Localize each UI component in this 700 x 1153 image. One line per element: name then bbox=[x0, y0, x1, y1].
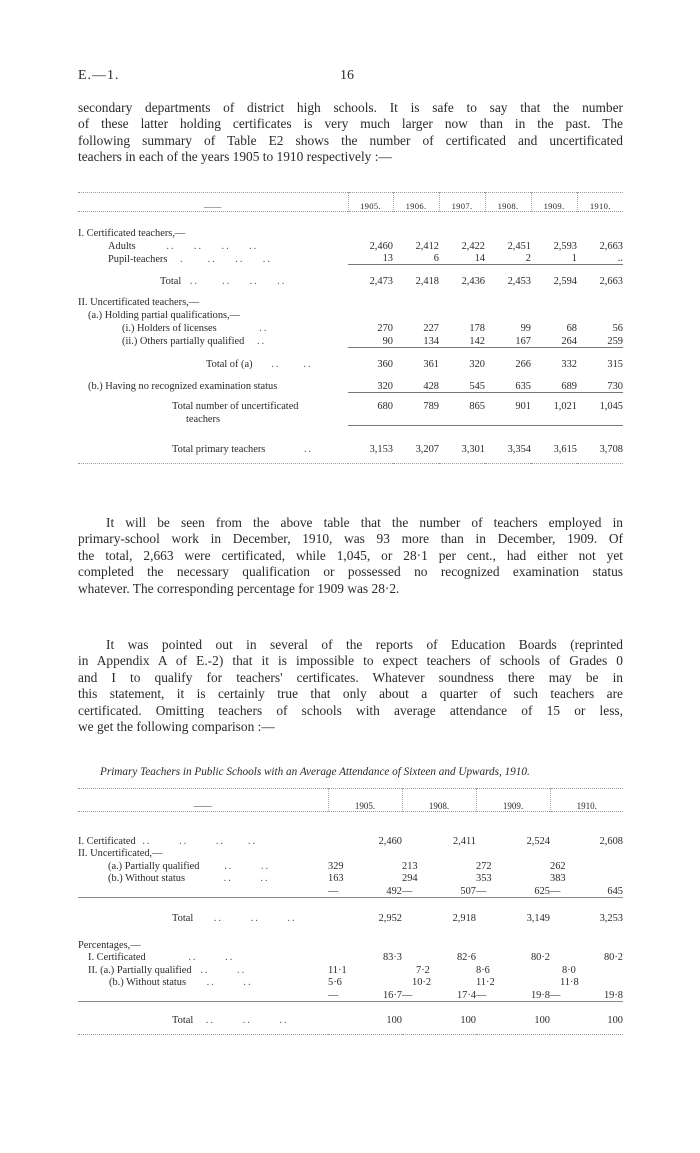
year-header: 1910. bbox=[550, 789, 623, 812]
table-cell: 82·6 bbox=[456, 952, 476, 964]
table-cell: 3,354 bbox=[485, 425, 531, 455]
sum-dash: — bbox=[550, 989, 561, 1001]
year-header: 1907. bbox=[439, 193, 485, 212]
sum-dash: — bbox=[402, 989, 413, 1001]
table-cell: 80·2 bbox=[530, 952, 550, 964]
table-cell: 100 bbox=[386, 1014, 402, 1026]
table-cell: 19·8 bbox=[530, 989, 550, 1001]
table-cell: 689 bbox=[561, 380, 577, 392]
year-header: 1909. bbox=[531, 193, 577, 212]
row-label: II. Uncertificated teachers,— bbox=[78, 297, 200, 309]
table-cell: 8·6 bbox=[476, 964, 490, 976]
table-cell: 270 bbox=[377, 322, 393, 334]
table-row-total: Total .. .. .. 100 100 100 100 bbox=[78, 1001, 623, 1026]
sum-dash: — bbox=[402, 885, 413, 897]
table-row bbox=[78, 412, 623, 425]
row-label: II. Uncertificated,— bbox=[78, 848, 163, 860]
row-label: I. Certificated teachers,— bbox=[78, 227, 186, 239]
table-cell: 2,918 bbox=[452, 912, 476, 924]
table-row bbox=[78, 295, 623, 308]
table-row-total: Total primary teachers .. 3,153 3,207 3,301 3,354 3,615 3,708 bbox=[78, 425, 623, 455]
table-row: I. Certificated .. .. 83·3 82·6 80·2 80·2 bbox=[88, 952, 623, 964]
text-line: and I to qualify for teachers' certificates. Whatever soundness there may be in bbox=[78, 669, 623, 685]
row-label: Percentages,— bbox=[78, 939, 141, 951]
row-label: II. (a.) Partially qualified bbox=[88, 964, 192, 976]
table-cell: 2 bbox=[525, 253, 531, 265]
text-line: of these latter holding certificates is very much larger now than in the past. The bbox=[78, 116, 623, 132]
table-cell: 383 bbox=[550, 873, 566, 885]
row-label: Total primary teachers bbox=[172, 444, 266, 456]
table-cell: 259 bbox=[607, 335, 623, 347]
year-header: 1908. bbox=[402, 789, 476, 812]
row-label: I. Certificated bbox=[78, 835, 136, 847]
sum-dash: — bbox=[550, 885, 561, 897]
table-cell: 2,608 bbox=[599, 835, 623, 847]
table-cell: 11·1 bbox=[328, 964, 347, 976]
table-cell: 19·8 bbox=[603, 989, 623, 1001]
table-row: (a.) Partially qualified .. .. 329 213 272 262 bbox=[78, 859, 623, 872]
table-cell: 360 bbox=[348, 347, 393, 370]
table-row-total: Total of (a) .. .. 360 361 320 266 332 315 bbox=[78, 347, 623, 370]
table-cell: 625 bbox=[534, 885, 550, 897]
row-label: teachers bbox=[186, 414, 221, 426]
table-cell: 645 bbox=[607, 885, 623, 897]
table-cell: 635 bbox=[515, 380, 531, 392]
table-row-total: Total .. .. .. 2,952 2,918 3,149 3,253 bbox=[78, 897, 623, 924]
row-label: Total bbox=[160, 276, 182, 288]
row-label: (i.) Holders of licenses bbox=[122, 322, 217, 334]
row-label: (b.) Having no recognized examination status bbox=[88, 381, 278, 393]
table-row: (i.) Holders of licenses .. 270 227 178 99 68 56 bbox=[122, 322, 623, 334]
table-cell: 332 bbox=[531, 347, 577, 370]
text-line: in Appendix A of E.-2) that it is impossible to expect teachers of schools of Grades 0 bbox=[78, 653, 623, 669]
table-cell: 3,149 bbox=[526, 912, 550, 924]
table-cell: 507 bbox=[460, 885, 476, 897]
table-caption: Primary Teachers in Public Schools with an Average Attendance of Sixteen and Upwards, 1910. bbox=[100, 766, 530, 778]
table-cell: 2,460 bbox=[369, 240, 393, 252]
paragraph-intro bbox=[78, 100, 623, 166]
table-cell: 2,411 bbox=[453, 835, 476, 847]
table-cell: .. bbox=[617, 253, 623, 265]
table-cell: 100 bbox=[534, 1014, 550, 1026]
table-cell: 56 bbox=[612, 322, 623, 334]
table-cell: 2,593 bbox=[553, 240, 577, 252]
table-cell: 178 bbox=[469, 322, 485, 334]
table-cell: 1,021 bbox=[531, 392, 577, 412]
table-cell: 213 bbox=[402, 860, 418, 872]
text-line: completed the necessary qualification or possessed no recognized examination status bbox=[78, 564, 623, 580]
table-cell: 13 bbox=[382, 253, 393, 265]
table-cell: 16·7 bbox=[382, 989, 402, 1001]
table-cell: 294 bbox=[402, 873, 418, 885]
table-cell: 80·2 bbox=[603, 952, 623, 964]
table-cell: 3,708 bbox=[577, 425, 623, 455]
text-line: this statement, it is certainly true that only about a quarter of such teachers are bbox=[78, 686, 623, 702]
table-cell: 11·8 bbox=[560, 977, 579, 989]
table-row bbox=[78, 226, 623, 239]
table-cell: 361 bbox=[393, 347, 439, 370]
table-cell: 83·3 bbox=[382, 952, 402, 964]
table-row-total bbox=[78, 392, 623, 412]
teachers-comparison-table bbox=[78, 788, 623, 1035]
table-cell: 320 bbox=[377, 380, 393, 392]
table-cell: 100 bbox=[607, 1014, 623, 1026]
row-label: I. Certificated bbox=[88, 952, 146, 964]
row-label: Total bbox=[172, 1014, 194, 1026]
table-cell: 3,153 bbox=[348, 425, 393, 455]
table-cell: 1 bbox=[571, 253, 577, 265]
row-label: Total number of uncertificated bbox=[172, 401, 299, 413]
sum-dash: — bbox=[328, 885, 339, 897]
year-header: 1909. bbox=[476, 789, 550, 812]
year-header: 1908. bbox=[485, 193, 531, 212]
table-cell: 2,422 bbox=[461, 240, 485, 252]
table-cell: 428 bbox=[423, 380, 439, 392]
row-label: (b.) Without status bbox=[108, 873, 186, 885]
text-line: secondary departments of district high schools. It is safe to say that the number bbox=[78, 100, 623, 115]
table-row: (ii.) Others partially qualified .. 90 134 142 167 264 259 bbox=[122, 335, 623, 348]
text-line: teachers in each of the years 1905 to 1910 respectively :— bbox=[78, 149, 392, 165]
year-header: 1905. bbox=[348, 193, 393, 212]
paragraph-comparison bbox=[78, 637, 623, 735]
header-dash: —— bbox=[193, 801, 212, 811]
text-line: the total, 2,663 were certificated, while 1,045, or 28·1 per cent., had either not yet bbox=[78, 547, 623, 563]
table-cell: 315 bbox=[577, 347, 623, 370]
table-row: (b.) Without status .. .. 163 294 353 383 bbox=[78, 872, 623, 885]
table-cell: 2,451 bbox=[507, 240, 531, 252]
table-cell: 730 bbox=[607, 380, 623, 392]
year-header: 1910. bbox=[577, 193, 623, 212]
table-cell: 163 bbox=[328, 873, 344, 885]
row-label: Total of (a) bbox=[206, 358, 253, 370]
table-cell: 320 bbox=[439, 347, 485, 370]
table-cell: 2,663 bbox=[599, 240, 623, 252]
table-cell: 2,460 bbox=[378, 835, 402, 847]
table-row: (b.) Without status .. .. 5·6 10·2 11·2 11·8 bbox=[78, 976, 623, 989]
row-label: Pupil-teachers bbox=[108, 253, 168, 265]
page-number: 16 bbox=[340, 68, 354, 83]
table-header-row bbox=[78, 789, 623, 812]
table-cell: 227 bbox=[423, 322, 439, 334]
table-cell: 8·0 bbox=[562, 964, 576, 976]
table-cell: 2,453 bbox=[485, 265, 531, 288]
sum-dash: — bbox=[476, 989, 487, 1001]
table-cell: 680 bbox=[348, 392, 393, 412]
text-line: following summary of Table E2 shows the number of certificated and uncertificated bbox=[78, 132, 623, 148]
row-label: (ii.) Others partially qualified bbox=[122, 336, 245, 348]
table-cell: 3,207 bbox=[393, 425, 439, 455]
table-row: Adults .. .. .. .. 2,460 2,412 2,422 2,451 2,593 2,663 bbox=[108, 240, 623, 252]
text-line: we get the following comparison :— bbox=[78, 719, 275, 735]
table-cell: 17·4 bbox=[456, 989, 476, 1001]
table-cell: 353 bbox=[476, 873, 492, 885]
text-line: primary-school work in December, 1910, was 93 more than in December, 1909. Of bbox=[78, 531, 623, 547]
table-cell: 901 bbox=[485, 392, 531, 412]
table-cell: 2,473 bbox=[348, 265, 393, 288]
table-row: II. (a.) Partially qualified .. .. 11·1 7·2 8·6 8·0 bbox=[78, 963, 623, 976]
table-cell: 329 bbox=[328, 860, 344, 872]
table-row: Pupil-teachers . .. .. .. 13 6 14 2 1 .. bbox=[108, 253, 623, 265]
year-header: 1906. bbox=[393, 193, 439, 212]
table-cell: 3,253 bbox=[599, 912, 623, 924]
table-cell: 99 bbox=[520, 322, 531, 334]
table-header-row bbox=[78, 193, 623, 212]
table-cell: 3,301 bbox=[439, 425, 485, 455]
row-label: Adults bbox=[108, 240, 136, 252]
table-cell: 134 bbox=[423, 335, 439, 347]
teachers-summary-table bbox=[78, 192, 623, 464]
table-cell: 90 bbox=[382, 335, 393, 347]
text-line: It was pointed out in several of the reports of Education Boards (reprinted bbox=[106, 637, 623, 652]
table-cell: 2,594 bbox=[531, 265, 577, 288]
table-cell: 545 bbox=[469, 380, 485, 392]
table-row bbox=[78, 938, 623, 951]
table-cell: 2,524 bbox=[526, 835, 550, 847]
text-line: whatever. The corresponding percentage for 1909 was 28·2. bbox=[78, 580, 400, 596]
table-cell: 142 bbox=[469, 335, 485, 347]
table-cell: 2,436 bbox=[439, 265, 485, 288]
table-cell: 100 bbox=[460, 1014, 476, 1026]
table-cell: 68 bbox=[566, 322, 577, 334]
table-cell: 7·2 bbox=[416, 964, 430, 976]
table-row bbox=[78, 988, 623, 1001]
table-row-total: Total .. .. .. .. 2,473 2,418 2,436 2,453 2,594 2,663 bbox=[78, 265, 623, 288]
table-cell: 2,412 bbox=[415, 240, 439, 252]
row-label: Total bbox=[172, 912, 194, 924]
table-cell: 3,615 bbox=[531, 425, 577, 455]
year-header: 1905. bbox=[328, 789, 402, 812]
table-row bbox=[78, 370, 623, 393]
table-cell: 264 bbox=[561, 335, 577, 347]
table-row bbox=[78, 308, 623, 321]
sum-dash: — bbox=[476, 885, 487, 897]
table-cell: 492 bbox=[386, 885, 402, 897]
table-cell: 2,663 bbox=[577, 265, 623, 288]
row-label: (b.) Without status bbox=[109, 977, 187, 989]
table-cell: 167 bbox=[515, 335, 531, 347]
row-label: (a.) Partially qualified bbox=[108, 860, 200, 872]
table-cell: 1,045 bbox=[577, 392, 623, 412]
report-reference: E.—1. bbox=[78, 68, 120, 83]
table-cell: 2,418 bbox=[393, 265, 439, 288]
sum-dash: — bbox=[328, 989, 339, 1001]
row-label: (a.) Holding partial qualifications,— bbox=[88, 309, 241, 321]
table-cell: 14 bbox=[474, 253, 485, 265]
text-line: certificated. Omitting teachers of schools with average attendance of 15 or less, bbox=[78, 702, 623, 718]
table-row bbox=[78, 847, 623, 860]
paragraph-analysis bbox=[78, 515, 623, 597]
table-cell: 865 bbox=[439, 392, 485, 412]
table-cell: 6 bbox=[433, 253, 439, 265]
table-cell: 266 bbox=[485, 347, 531, 370]
table-cell: 2,952 bbox=[378, 912, 402, 924]
table-row: I. Certificated .. .. .. .. 2,460 2,411 2,524 2,608 bbox=[78, 835, 623, 847]
table-cell: 789 bbox=[393, 392, 439, 412]
table-cell: 11·2 bbox=[476, 977, 495, 989]
text-line: It will be seen from the above table that the number of teachers employed in bbox=[106, 515, 623, 530]
table-cell: 5·6 bbox=[328, 977, 342, 989]
table-cell: 10·2 bbox=[412, 977, 432, 989]
table-row bbox=[78, 884, 623, 897]
header-dash: —— bbox=[203, 201, 222, 211]
table-cell: 272 bbox=[476, 860, 492, 872]
table-cell: 262 bbox=[550, 860, 566, 872]
